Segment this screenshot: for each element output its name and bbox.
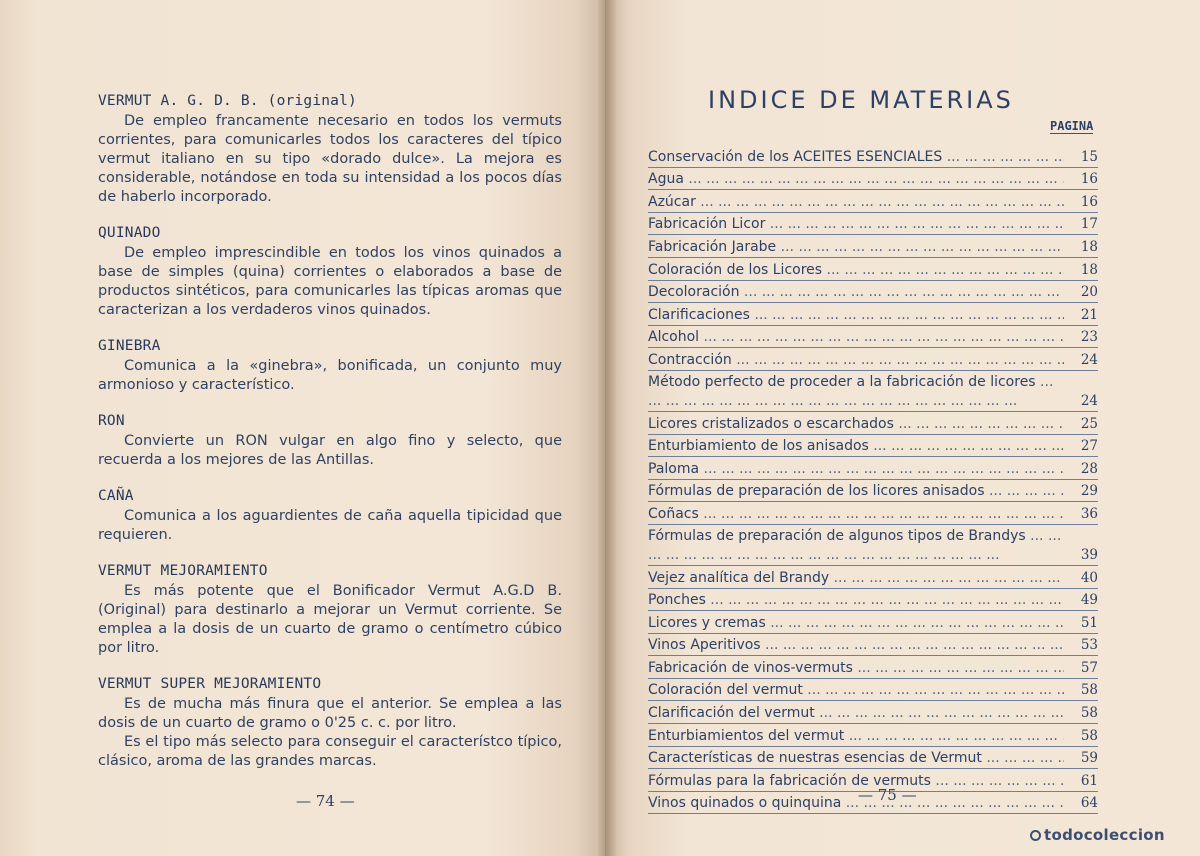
index-entry-page: 57 <box>1080 659 1098 676</box>
index-entry-page: 36 <box>1080 505 1098 522</box>
index-entry-page: 16 <box>1080 193 1098 210</box>
index-row <box>648 168 1098 191</box>
index-entry-page: 24 <box>1080 392 1098 409</box>
index-entry-label: Enturbiamientos del vermut ... . <box>648 726 1064 746</box>
index-row <box>648 566 1098 589</box>
index-entry-page: 58 <box>1080 705 1098 722</box>
index-entry-page: 58 <box>1080 682 1098 699</box>
index-row <box>648 258 1098 281</box>
index-entry-page: 49 <box>1080 592 1098 609</box>
index-entry-label: Vinos quinados o quinquina ... . <box>648 793 1064 813</box>
index-entry-page: 20 <box>1080 284 1098 301</box>
index-row <box>648 634 1098 657</box>
product-description: Comunica a los aguardientes de caña aquella tipicidad que requieren. <box>98 508 562 543</box>
index-entry-page: 39 <box>1080 546 1098 563</box>
index-entry-label: Coloración del vermut ... . <box>648 680 1064 700</box>
index-entry-label: Azúcar ... . <box>648 192 1064 212</box>
index-row <box>648 724 1098 747</box>
product-heading: VERMUT A. G. D. B. (original) <box>98 93 357 109</box>
index-entry-page: 21 <box>1080 306 1098 323</box>
product-heading: VERMUT SUPER MEJORAMIENTO <box>98 676 322 692</box>
index-entry-page: 15 <box>1080 148 1098 165</box>
index-entry-label: Coñacs ... . <box>648 504 1064 524</box>
index-list <box>648 145 1098 814</box>
product-entry <box>98 675 562 771</box>
index-entry-page: 29 <box>1080 483 1098 500</box>
page-column-header: PAGINA <box>1050 119 1094 133</box>
index-row <box>648 656 1098 679</box>
index-entry-page: 27 <box>1080 438 1098 455</box>
product-heading: RON <box>98 413 125 429</box>
index-row <box>648 747 1098 770</box>
product-heading: GINEBRA <box>98 338 161 354</box>
index-entry-page: 59 <box>1080 750 1098 767</box>
index-row <box>648 281 1098 304</box>
index-row <box>648 679 1098 702</box>
index-entry-page: 61 <box>1080 772 1098 789</box>
index-entry-label: Características de nuestras esencias de Vermut ... . <box>648 748 1064 768</box>
index-row <box>648 457 1098 480</box>
index-entry-page: 28 <box>1080 460 1098 477</box>
watermark-logo-icon <box>1030 830 1041 841</box>
index-entry-label: Paloma ... . <box>648 459 1064 479</box>
index-title: INDICE DE MATERIAS <box>708 86 1014 114</box>
index-row <box>648 502 1098 525</box>
product-entry <box>98 487 562 545</box>
index-entry-label: Decoloración ... . <box>648 282 1064 302</box>
index-entry-page: 18 <box>1080 238 1098 255</box>
index-row <box>648 701 1098 724</box>
page-number-right: — 75 — <box>858 786 917 804</box>
index-entry-label: Contracción ... . <box>648 350 1064 370</box>
index-entry-label: Alcohol ... . <box>648 327 1064 347</box>
product-description: Es de mucha más finura que el anterior. Se emplea a las dosis de un cuarto de gramo o 0'25 c. c. por litro. <box>98 696 562 731</box>
index-row <box>648 412 1098 435</box>
index-entry-label: Enturbiamiento de los anisados ... . <box>648 436 1064 456</box>
index-entry-label: Ponches ... . <box>648 590 1064 610</box>
index-entry-label: Licores y cremas ... . <box>648 613 1064 633</box>
index-row <box>648 480 1098 503</box>
index-row <box>648 235 1098 258</box>
product-description: De empleo imprescindible en todos los vinos quinados a base de simples (quina) corrientes o elaborados a base de productos sintéticos, para comunicarles las típicas aromas que caracterizan a los verdaderos vinos quinados. <box>98 245 562 318</box>
product-description: De empleo francamente necesario en todos los vermuts corrientes, para comunicarles todos los caracteres del típico vermut italiano en su tipo «dorado dulce». La mejora es considerable, notándose en toda su intensidad a los pocos días de haberlo incorporado. <box>98 113 562 205</box>
index-entry-label: Fórmulas de preparación de algunos tipos de Brandys ... . <box>648 527 1064 565</box>
index-entry-label: Fórmulas de preparación de los licores anisados ... . <box>648 481 1064 501</box>
index-entry-label: Fabricación de vinos-vermuts ... . <box>648 658 1064 678</box>
index-entry-page: 64 <box>1080 795 1098 812</box>
index-row <box>648 611 1098 634</box>
index-entry-label: Método perfecto de proceder a la fabricación de licores ... . <box>648 373 1064 411</box>
index-entry-label: Fabricación Jarabe ... . <box>648 237 1064 257</box>
product-heading: VERMUT MEJORAMIENTO <box>98 563 268 579</box>
product-entry <box>98 224 562 320</box>
index-entry-page: 16 <box>1080 171 1098 188</box>
index-entry-label: Clarificación del vermut ... . <box>648 703 1064 723</box>
index-row <box>648 371 1098 412</box>
index-entry-label: Fabricación Licor ... . <box>648 214 1064 234</box>
index-entry-label: Coloración de los Licores ... . <box>648 260 1064 280</box>
index-row <box>648 303 1098 326</box>
index-row <box>648 348 1098 371</box>
index-entry-page: 40 <box>1080 569 1098 586</box>
index-row <box>648 190 1098 213</box>
index-entry-label: Clarificaciones ... . <box>648 305 1064 325</box>
index-entry-label: Conservación de los ACEITES ESENCIALES ... . <box>648 147 1064 167</box>
index-entry-page: 23 <box>1080 329 1098 346</box>
index-entry-label: Vejez analítica del Brandy ... . <box>648 568 1064 588</box>
page-number-left: — 74 — <box>296 792 355 810</box>
watermark-text: todocoleccion <box>1044 826 1165 844</box>
product-entry <box>98 412 562 470</box>
index-row <box>648 525 1098 566</box>
product-entry <box>98 562 562 658</box>
index-row <box>648 435 1098 458</box>
product-description: Es más potente que el Bonificador Vermut A.G.D B. (Original) para destinarlo a mejorar un Vermut corriente. Se emplea a la dosis de un cuarto de gramo o centímetro cúbico por litro. <box>98 583 562 656</box>
index-entry-label: Fórmulas para la fabricación de vermuts ... . <box>648 771 1064 791</box>
index-row <box>648 589 1098 612</box>
index-entry-page: 17 <box>1080 216 1098 233</box>
index-entry-label: Vinos Aperitivos ... . <box>648 635 1064 655</box>
left-page-text <box>98 92 562 788</box>
index-entry-page: 58 <box>1080 727 1098 744</box>
index-entry-label: Licores cristalizados o escarchados ... . <box>648 414 1064 434</box>
index-entry-page: 24 <box>1080 351 1098 368</box>
product-description: Comunica a la «ginebra», bonificada, un conjunto muy armonioso y característico. <box>98 358 562 393</box>
index-row <box>648 326 1098 349</box>
product-entry <box>98 337 562 395</box>
product-description: Convierte un RON vulgar en algo fino y selecto, que recuerda a los mejores de las Antillas. <box>98 433 562 468</box>
product-heading: QUINADO <box>98 225 161 241</box>
product-description-extra: Es el tipo más selecto para conseguir el característco típico, clásico, aroma de las grandes marcas. <box>98 734 562 769</box>
watermark <box>1030 826 1165 844</box>
index-row <box>648 213 1098 236</box>
product-entry <box>98 92 562 207</box>
book-gutter <box>598 0 616 856</box>
index-entry-page: 51 <box>1080 614 1098 631</box>
index-entry-page: 25 <box>1080 415 1098 432</box>
index-entry-page: 53 <box>1080 637 1098 654</box>
product-heading: CAÑA <box>98 488 134 504</box>
index-entry-page: 18 <box>1080 261 1098 278</box>
index-entry-label: Agua ... . <box>648 169 1064 189</box>
index-row <box>648 145 1098 168</box>
